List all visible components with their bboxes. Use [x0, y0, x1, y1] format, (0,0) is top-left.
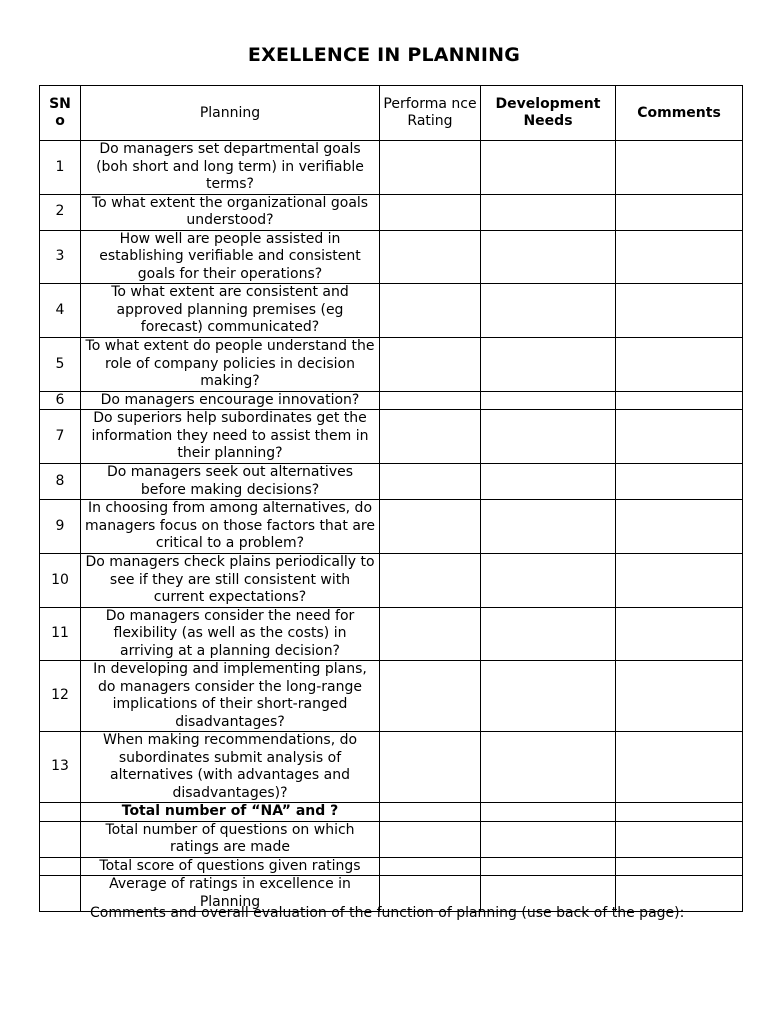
- performance-rating-cell[interactable]: [380, 821, 481, 857]
- row-number: 6: [40, 391, 81, 410]
- row-number: [40, 857, 81, 876]
- comments-cell[interactable]: [616, 338, 743, 392]
- row-number: 10: [40, 554, 81, 608]
- header-row: [40, 86, 743, 141]
- row-number: [40, 803, 81, 822]
- performance-rating-cell[interactable]: [380, 141, 481, 195]
- table-row: [40, 410, 743, 464]
- comments-cell[interactable]: [616, 732, 743, 803]
- development-needs-cell[interactable]: [481, 391, 616, 410]
- comments-cell[interactable]: [616, 230, 743, 284]
- table-row: [40, 194, 743, 230]
- row-number: [40, 876, 81, 912]
- row-number: 12: [40, 661, 81, 732]
- question-text: To what extent are consistent and approved planning premises (eg forecast) communicated?: [81, 284, 380, 338]
- performance-rating-cell[interactable]: [380, 338, 481, 392]
- performance-rating-cell[interactable]: [380, 194, 481, 230]
- development-needs-cell[interactable]: [481, 284, 616, 338]
- comments-cell[interactable]: [616, 607, 743, 661]
- performance-rating-cell[interactable]: [380, 410, 481, 464]
- development-needs-cell[interactable]: [481, 464, 616, 500]
- development-needs-cell[interactable]: [481, 141, 616, 195]
- comments-cell[interactable]: [616, 500, 743, 554]
- development-needs-cell[interactable]: [481, 821, 616, 857]
- question-text: Do managers set departmental goals (boh short and long term) in verifiable terms?: [81, 141, 380, 195]
- development-needs-cell[interactable]: [481, 857, 616, 876]
- row-number: 8: [40, 464, 81, 500]
- question-text: To what extent do people understand the role of company policies in decision making?: [81, 338, 380, 392]
- table-row: [40, 554, 743, 608]
- table-row: [40, 732, 743, 803]
- question-text: How well are people assisted in establishing verifiable and consistent goals for their operations?: [81, 230, 380, 284]
- row-number: 11: [40, 607, 81, 661]
- question-text: Do superiors help subordinates get the information they need to assist them in their planning?: [81, 410, 380, 464]
- table-row: [40, 607, 743, 661]
- header-comments: Comments: [616, 86, 743, 141]
- development-needs-cell[interactable]: [481, 338, 616, 392]
- performance-rating-cell[interactable]: [380, 464, 481, 500]
- row-number: 1: [40, 141, 81, 195]
- question-text: In choosing from among alternatives, do managers focus on those factors that are critical to a problem?: [81, 500, 380, 554]
- performance-rating-cell[interactable]: [380, 607, 481, 661]
- comments-cell[interactable]: [616, 141, 743, 195]
- header-sno: SN o: [40, 86, 81, 141]
- question-text: When making recommendations, do subordinates submit analysis of alternatives (with advantages and disadvantages)?: [81, 732, 380, 803]
- summary-label-total-score: Total score of questions given ratings: [81, 857, 380, 876]
- development-needs-cell[interactable]: [481, 661, 616, 732]
- development-needs-cell[interactable]: [481, 554, 616, 608]
- performance-rating-cell[interactable]: [380, 230, 481, 284]
- page-title: EXELLENCE IN PLANNING: [247, 44, 521, 66]
- question-text: Do managers check plains periodically to see if they are still consistent with current expectations?: [81, 554, 380, 608]
- comments-cell[interactable]: [616, 821, 743, 857]
- summary-label-rated-count: Total number of questions on which ratings are made: [81, 821, 380, 857]
- development-needs-cell[interactable]: [481, 194, 616, 230]
- comments-cell[interactable]: [616, 284, 743, 338]
- development-needs-cell[interactable]: [481, 732, 616, 803]
- summary-row: [40, 857, 743, 876]
- header-development-needs: Development Needs: [481, 86, 616, 141]
- row-number: [40, 821, 81, 857]
- performance-rating-cell[interactable]: [380, 500, 481, 554]
- table-row: [40, 141, 743, 195]
- development-needs-cell[interactable]: [481, 500, 616, 554]
- comments-cell[interactable]: [616, 410, 743, 464]
- question-text: In developing and implementing plans, do managers consider the long-range implications of their short-ranged disadvantages?: [81, 661, 380, 732]
- performance-rating-cell[interactable]: [380, 661, 481, 732]
- development-needs-cell[interactable]: [481, 607, 616, 661]
- comments-cell[interactable]: [616, 464, 743, 500]
- table-row: [40, 230, 743, 284]
- summary-label-average: Average of ratings in excellence in Planning: [81, 876, 380, 912]
- performance-rating-cell[interactable]: [380, 554, 481, 608]
- question-text: Do managers seek out alternatives before making decisions?: [81, 464, 380, 500]
- summary-row: [40, 803, 743, 822]
- performance-rating-cell[interactable]: [380, 857, 481, 876]
- table-row: [40, 284, 743, 338]
- summary-row: [40, 821, 743, 857]
- overall-evaluation-note: Comments and overall evaluation of the function of planning (use back of the page):: [90, 905, 685, 921]
- development-needs-cell[interactable]: [481, 230, 616, 284]
- summary-label-na-count: Total number of “NA” and ?: [81, 803, 380, 822]
- performance-rating-cell[interactable]: [380, 284, 481, 338]
- row-number: 13: [40, 732, 81, 803]
- row-number: 3: [40, 230, 81, 284]
- question-text: Do managers encourage innovation?: [81, 391, 380, 410]
- question-text: Do managers consider the need for flexibility (as well as the costs) in arriving at a planning decision?: [81, 607, 380, 661]
- row-number: 5: [40, 338, 81, 392]
- development-needs-cell[interactable]: [481, 410, 616, 464]
- table-row: [40, 464, 743, 500]
- row-number: 2: [40, 194, 81, 230]
- row-number: 9: [40, 500, 81, 554]
- table-row: [40, 500, 743, 554]
- header-performance-rating: Performa nce Rating: [380, 86, 481, 141]
- comments-cell[interactable]: [616, 194, 743, 230]
- performance-rating-cell[interactable]: [380, 732, 481, 803]
- table-row: [40, 661, 743, 732]
- evaluation-table: [39, 85, 743, 912]
- comments-cell[interactable]: [616, 554, 743, 608]
- row-number: 4: [40, 284, 81, 338]
- performance-rating-cell[interactable]: [380, 391, 481, 410]
- table-row: [40, 338, 743, 392]
- comments-cell[interactable]: [616, 661, 743, 732]
- performance-rating-cell[interactable]: [380, 803, 481, 822]
- development-needs-cell[interactable]: [481, 803, 616, 822]
- header-planning: Planning: [81, 86, 380, 141]
- comments-cell[interactable]: [616, 803, 743, 822]
- row-number: 7: [40, 410, 81, 464]
- table-row: [40, 391, 743, 410]
- comments-cell[interactable]: [616, 391, 743, 410]
- question-text: To what extent the organizational goals understood?: [81, 194, 380, 230]
- comments-cell[interactable]: [616, 857, 743, 876]
